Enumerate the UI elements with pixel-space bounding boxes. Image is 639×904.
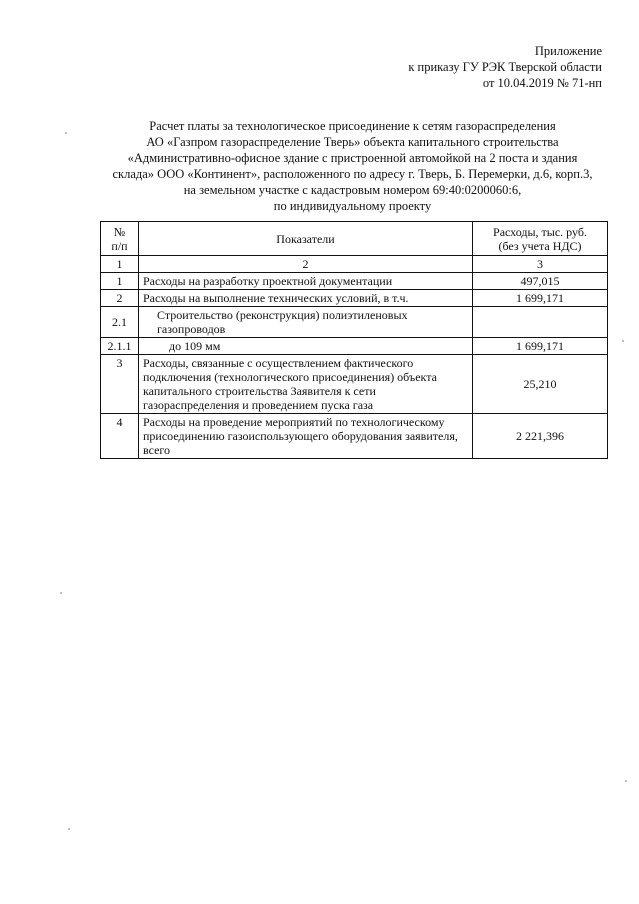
row-text: Расходы на выполнение технических условий, в т.ч. xyxy=(139,290,473,307)
appendix-order: к приказу ГУ РЭК Тверской области xyxy=(408,60,602,74)
appendix-title: Приложение xyxy=(534,44,602,58)
row-text: Расходы, связанные с осуществлением фактического подключения (технологического присоединения) объекта капитального строительства Заявителя к сети газораспределения и проведением пуска газа xyxy=(139,355,473,414)
row-num: 2 xyxy=(101,290,139,307)
title-line-6: по индивидуальному проекту xyxy=(273,199,432,213)
table-row xyxy=(101,273,608,290)
cost-table xyxy=(100,221,608,459)
row-value: 1 699,171 xyxy=(473,338,608,355)
title-line-2: АО «Газпром газораспределение Тверь» объекта капитального строительства xyxy=(146,135,559,149)
table-row xyxy=(101,290,608,307)
row-value xyxy=(473,307,608,338)
row-text: Расходы на разработку проектной документации xyxy=(139,273,473,290)
document-title xyxy=(100,118,605,214)
table-row xyxy=(101,414,608,459)
title-line-4: склада» ООО «Континент», расположенного по адресу г. Тверь, Б. Перемерки, д.6, корп.3, xyxy=(112,167,593,181)
table-row xyxy=(101,307,608,338)
scan-speck xyxy=(68,828,70,830)
appendix-date: от 10.04.2019 № 71-нп xyxy=(482,76,602,90)
table-row xyxy=(101,338,608,355)
scan-speck xyxy=(622,340,624,342)
header-costs-line2: (без учета НДС) xyxy=(498,238,582,253)
title-line-1: Расчет платы за технологическое присоединение к сетям газораспределения xyxy=(149,119,556,133)
row-num: 1 xyxy=(101,273,139,290)
appendix-block xyxy=(408,43,602,91)
row-num: 2.1 xyxy=(101,307,139,338)
col-number: 3 xyxy=(473,256,608,273)
row-value: 1 699,171 xyxy=(473,290,608,307)
col-number: 2 xyxy=(139,256,473,273)
table-header-row xyxy=(101,222,608,256)
row-num: 4 xyxy=(101,414,139,459)
title-line-5: на земельном участке с кадастровым номером 69:40:0200060:6, xyxy=(183,183,522,197)
header-costs xyxy=(473,222,608,256)
header-costs-line1: Расходы, тыс. руб. xyxy=(493,224,587,239)
row-num: 3 xyxy=(101,355,139,414)
col-number: 1 xyxy=(101,256,139,273)
row-text: Строительство (реконструкция) полиэтиленовых газопроводов xyxy=(139,307,473,338)
header-indicators: Показатели xyxy=(139,222,473,256)
scan-speck xyxy=(625,780,627,782)
row-num: 2.1.1 xyxy=(101,338,139,355)
row-text: до 109 мм xyxy=(139,338,473,355)
scan-speck xyxy=(65,132,67,134)
column-number-row xyxy=(101,256,608,273)
header-num-line2: п/п xyxy=(111,238,128,253)
header-num xyxy=(101,222,139,256)
row-text: Расходы на проведение мероприятий по технологическому присоединению газоиспользующего оборудования заявителя, всего xyxy=(139,414,473,459)
scan-speck xyxy=(60,592,62,594)
title-line-3: «Административно-офисное здание с пристроенной автомойкой на 2 поста и здания xyxy=(127,151,578,165)
row-value: 25,210 xyxy=(473,355,608,414)
table-row xyxy=(101,355,608,414)
row-value: 497,015 xyxy=(473,273,608,290)
row-value: 2 221,396 xyxy=(473,414,608,459)
header-num-line1: № xyxy=(113,224,126,239)
